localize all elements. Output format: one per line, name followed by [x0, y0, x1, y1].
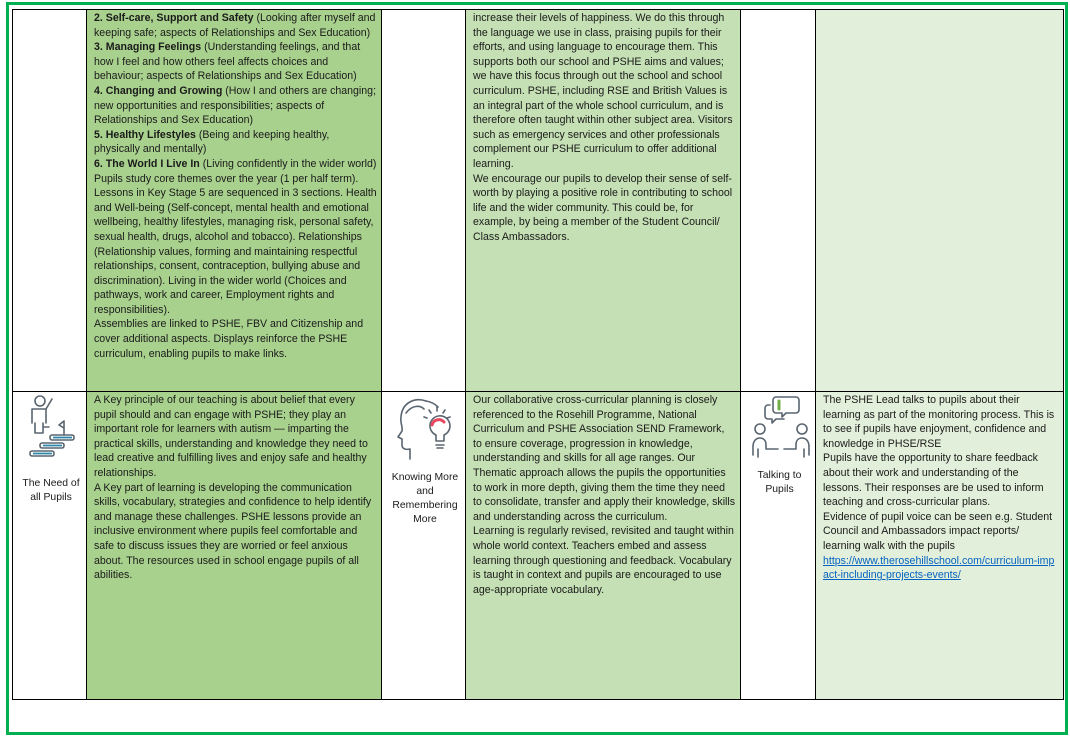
curriculum-table: [12, 9, 1064, 700]
theme-description: (Being and keeping healthy, physically and mentally): [94, 128, 330, 156]
knowing-more-label: Knowing More and Remembering More: [391, 472, 459, 525]
empty-label-cell: [382, 10, 466, 392]
themes-paragraph: Pupils study core themes over the year (1 per half term). Lessons in Key Stage 5 are sequenced in 3 sections. Health and Well-being (Self-concept, mental health and emotional wellbeing, healthy lifestyles, managing risk, personal safety, sexual health, drugs, alcohol and tobacco). Relationships (Relationship values, forming and maintaining respectful relationships, consent, contraception, bullying abuse and discrimination). Living in the wider world (Choices and pathways, work and career, Employment rights and responsibilities).: [94, 172, 377, 316]
empty-label-cell: [741, 10, 816, 392]
theme-item: [94, 157, 377, 172]
two-people-speech-bubbles-icon: [748, 393, 814, 463]
talking-to-pupils-cell: [816, 392, 1064, 700]
stairs-books-climber-icon: [22, 393, 80, 471]
talking-paragraph: Evidence of pupil voice can be seen e.g. Student Council and Ambassadors impact reports/ learning walk with the pupils: [823, 510, 1053, 552]
table-row: [13, 10, 1064, 392]
knowing-paragraph: Our collaborative cross-curricular planning is closely referenced to the Rosehill Programme, National Curriculum and PSHE Association SEND Framework, to ensure coverage, progression in knowledge, understanding and skills for all age ranges. Our Thematic approach allows the pupils the opportunities to work in more depth, giving them the time they need to consolidate, transfer and apply their knowledge, skills and understanding across the curriculum.: [473, 394, 736, 523]
theme-item: [94, 84, 377, 128]
theme-description: (Looking after myself and keeping safe; aspects of Relationships and Sex Education): [94, 12, 376, 39]
theme-description: (How I and others are changing; new opportunities and responsibilities; aspects of Relationships and Sex Education): [94, 84, 377, 127]
theme-title: 4. Changing and Growing: [94, 84, 223, 97]
themes-cell: [87, 10, 382, 392]
table-row: [13, 392, 1064, 700]
self-worth-paragraph: We encourage our pupils to develop their sense of self-worth by playing a positive role in contributing to school life and the wider community. This could be, for example, by being a member of the Student Council/ Class Ambassadors.: [473, 172, 733, 243]
theme-item: [94, 128, 377, 157]
empty-content-cell: [816, 10, 1064, 392]
theme-title: 5. Healthy Lifestyles: [94, 128, 196, 141]
happiness-cell: [466, 10, 741, 392]
knowing-more-cell: [466, 392, 741, 700]
theme-description: (Living confidently in the wider world): [199, 157, 377, 170]
need-paragraph: A Key part of learning is developing the communication skills, vocabulary, strategies and confidence to help identify and manage these challenges. PSHE lessons provide an inclusive environment where pupils feel comfortable and safe to discuss issues they are worried or feel anxious about. The resources used in school engage pupils of all abilities.: [94, 481, 372, 582]
talking-to-pupils-label: Talking to Pupils: [757, 470, 802, 495]
talking-to-pupils-label-cell: [741, 392, 816, 700]
theme-description: (Understanding feelings, and that how I feel and how others feel affects choices and behaviour; aspects of Relationships and Sex Education): [94, 41, 361, 83]
assemblies-paragraph: Assemblies are linked to PSHE, FBV and Citizenship and cover additional aspects. Displays reinforce the PSHE curriculum, enabling pupils to make links.: [94, 318, 364, 360]
theme-title: 6. The World I Live In: [94, 157, 200, 170]
happiness-paragraph: increase their levels of happiness. We do this through the language we use in class, praising pupils for their efforts, and using language to encourage them. This supports both our school and PSHE aims and values; we have this focus through out the school and school curriculum. PSHE, including RSE and British Values is an integral part of the whole school curriculum, and is therefore often taught within other subject area. Visitors such as emergency services and other professionals complement our PSHE curriculum to offer additional learning.: [473, 12, 733, 170]
theme-item: [94, 11, 377, 40]
theme-item: [94, 40, 377, 84]
talking-paragraph: The PSHE Lead talks to pupils about their learning as part of the monitoring process. This is to see if pupils have enjoyment, confidence and knowledge in PHSE/RSE: [823, 394, 1055, 450]
talking-paragraph: Pupils have the opportunity to share feedback about their work and understanding of the lessons. Their responses are be used to inform teaching and cross-curricular plans.: [823, 452, 1044, 509]
knowing-more-label-cell: [382, 392, 466, 700]
curriculum-impact-link[interactable]: https://www.therosehillschool.com/curriculum-impact-including-projects-events/: [823, 554, 1055, 582]
empty-label-cell: [13, 10, 87, 392]
theme-title: 2. Self-care, Support and Safety: [94, 12, 254, 24]
need-of-all-pupils-label: The Need of all Pupils: [22, 478, 80, 503]
knowing-paragraph: Learning is regularly revised, revisited and taught within whole world context. Teachers embed and assess learning through questioning and feedback. Vocabulary is taught in context and pupils are encouraged to use age-appropriate vocabulary.: [473, 525, 734, 596]
need-paragraph: A Key principle of our teaching is about belief that every pupil should and can engage with PSHE; they play an important role for learners with autism — imparting the practical skills, understanding and knowledge they need to lead creative and fulfilling lives and enjoy safe and healthy relationships.: [94, 394, 368, 479]
need-of-all-pupils-label-cell: [13, 392, 87, 700]
theme-title: 3. Managing Feelings: [94, 41, 202, 54]
need-of-all-pupils-cell: [87, 392, 382, 700]
head-lightbulb-icon: [396, 393, 454, 465]
